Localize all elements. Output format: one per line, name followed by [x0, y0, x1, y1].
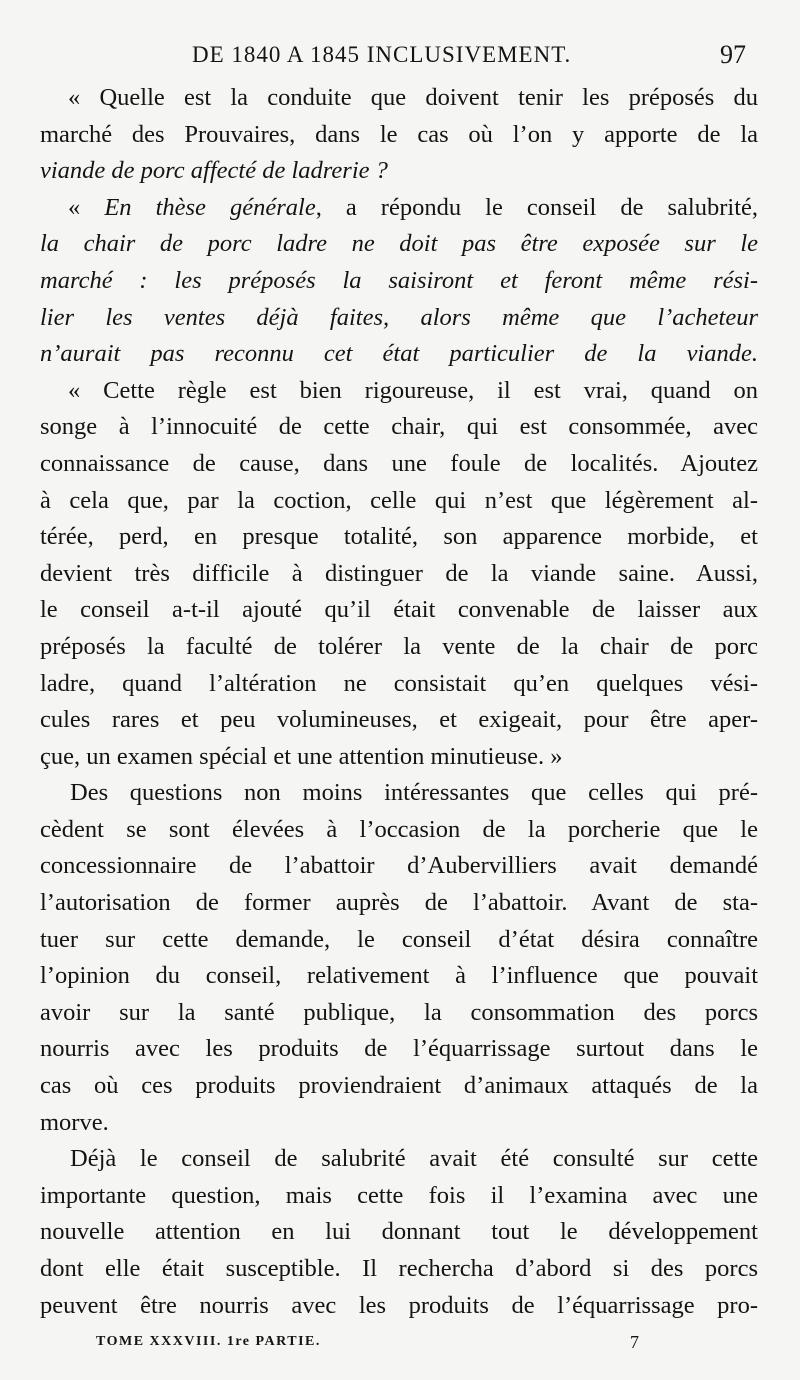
text-line — [40, 885, 758, 922]
text-segment: En thèse générale — [104, 193, 316, 221]
text-segment: « — [68, 193, 105, 221]
text-line — [40, 519, 758, 556]
text-content: tuer sur cette demande, le conseil d’état désira connaître — [40, 925, 758, 953]
text-line — [40, 226, 758, 263]
text-line — [40, 1105, 758, 1142]
text-line — [40, 922, 758, 959]
text-content: cules rares et peu volumineuses, et exigeait, pour être aper- — [40, 706, 758, 734]
text-line — [40, 1251, 758, 1288]
text-content: marché : les préposés la saisiront et feront même rési- — [40, 266, 758, 294]
page-footer — [40, 1330, 758, 1360]
running-title: DE 1840 A 1845 INCLUSIVEMENT. — [192, 42, 572, 67]
text-line — [40, 812, 758, 849]
text-line — [40, 190, 758, 227]
text-content: nouvelle attention en lui donnant tout le développement — [40, 1218, 758, 1246]
text-content: « Quelle est la conduite que doivent tenir les préposés du — [68, 84, 758, 111]
text-content: « Cette règle est bien rigoureuse, il est vrai, quand on — [68, 376, 758, 404]
text-content: l’opinion du conseil, relativement à l’influence que pouvait — [40, 962, 758, 990]
signature-line: TOME XXXVIII. 1re PARTIE. — [96, 1334, 321, 1349]
text-content: n’aurait pas reconnu cet état particulier de la viande. — [40, 340, 758, 368]
text-content: devient très difficile à distinguer de la viande saine. Aussi, — [40, 559, 758, 587]
text-content: nourris avec les produits de l’équarrissage surtout dans le — [40, 1035, 758, 1063]
text-line — [40, 739, 758, 776]
text-line — [40, 666, 758, 703]
text-content: viande de porc affecté de ladrerie ? — [40, 157, 388, 185]
text-line — [40, 483, 758, 520]
text-content: Des questions non moins intéressantes que celles qui pré- — [70, 779, 758, 807]
text-line — [40, 629, 758, 666]
text-content: térée, perd, en presque totalité, son apparence morbide, et — [40, 523, 758, 551]
text-line — [40, 702, 758, 739]
text-content: cas où ces produits proviendraient d’animaux attaqués de la — [40, 1072, 758, 1100]
text-line — [40, 995, 758, 1032]
text-line — [40, 80, 758, 117]
text-content: marché des Prouvaires, dans le cas où l’on y apporte de la — [40, 120, 758, 148]
text-content: l’autorisation de former auprès de l’abattoir. Avant de sta- — [40, 889, 758, 917]
text-line — [40, 1178, 758, 1215]
text-line — [40, 958, 758, 995]
running-header — [40, 38, 758, 78]
text-content: songe à l’innocuité de cette chair, qui est consommée, avec — [40, 413, 758, 441]
text-line — [40, 1068, 758, 1105]
text-line — [40, 263, 758, 300]
text-line — [40, 556, 758, 593]
text-content: avoir sur la santé publique, la consommation des porcs — [40, 998, 758, 1026]
text-line — [40, 336, 758, 373]
body-text — [40, 80, 758, 1324]
text-content: morve. — [40, 1108, 109, 1136]
text-line — [40, 1214, 758, 1251]
text-line — [40, 300, 758, 337]
text-line — [40, 446, 758, 483]
text-content: la chair de porc ladre ne doit pas être exposée sur le — [40, 230, 758, 258]
page-number: 97 — [720, 40, 746, 69]
text-content: Déjà le conseil de salubrité avait été consulté sur cette — [70, 1145, 758, 1173]
text-content: peuvent être nourris avec les produits de l’équarrissage pro- — [40, 1291, 758, 1319]
text-content: préposés la faculté de tolérer la vente de la chair de porc — [40, 632, 758, 660]
signature-mark: 7 — [630, 1332, 639, 1352]
text-content: connaissance de cause, dans une foule de localités. Ajoutez — [40, 449, 758, 477]
text-line — [40, 117, 758, 154]
text-line — [40, 775, 758, 812]
text-content: à cela que, par la coction, celle qui n’est que légèrement al- — [40, 486, 758, 514]
text-line — [40, 373, 758, 410]
text-content: dont elle était susceptible. Il rechercha d’abord si des porcs — [40, 1255, 758, 1282]
text-line — [40, 153, 758, 190]
text-content: cèdent se sont élevées à l’occasion de la porcherie que le — [40, 815, 758, 843]
text-content: çue, un examen spécial et une attention minutieuse. » — [40, 742, 563, 770]
text-content: ladre, quand l’altération ne consistait qu’en quelques vési- — [40, 669, 758, 697]
text-line — [40, 1031, 758, 1068]
text-line — [40, 1141, 758, 1178]
text-line — [40, 409, 758, 446]
text-line — [40, 592, 758, 629]
text-content: concessionnaire de l’abattoir d’Aubervilliers avait demandé — [40, 852, 758, 880]
text-line — [40, 1288, 758, 1325]
text-line — [40, 848, 758, 885]
text-content: importante question, mais cette fois il l’examina avec une — [40, 1181, 758, 1209]
text-segment: , a répondu le conseil de salubrité, — [315, 193, 758, 221]
text-content: le conseil a-t-il ajouté qu’il était convenable de laisser aux — [40, 596, 758, 624]
text-content: lier les ventes déjà faites, alors même que l’acheteur — [40, 303, 758, 331]
